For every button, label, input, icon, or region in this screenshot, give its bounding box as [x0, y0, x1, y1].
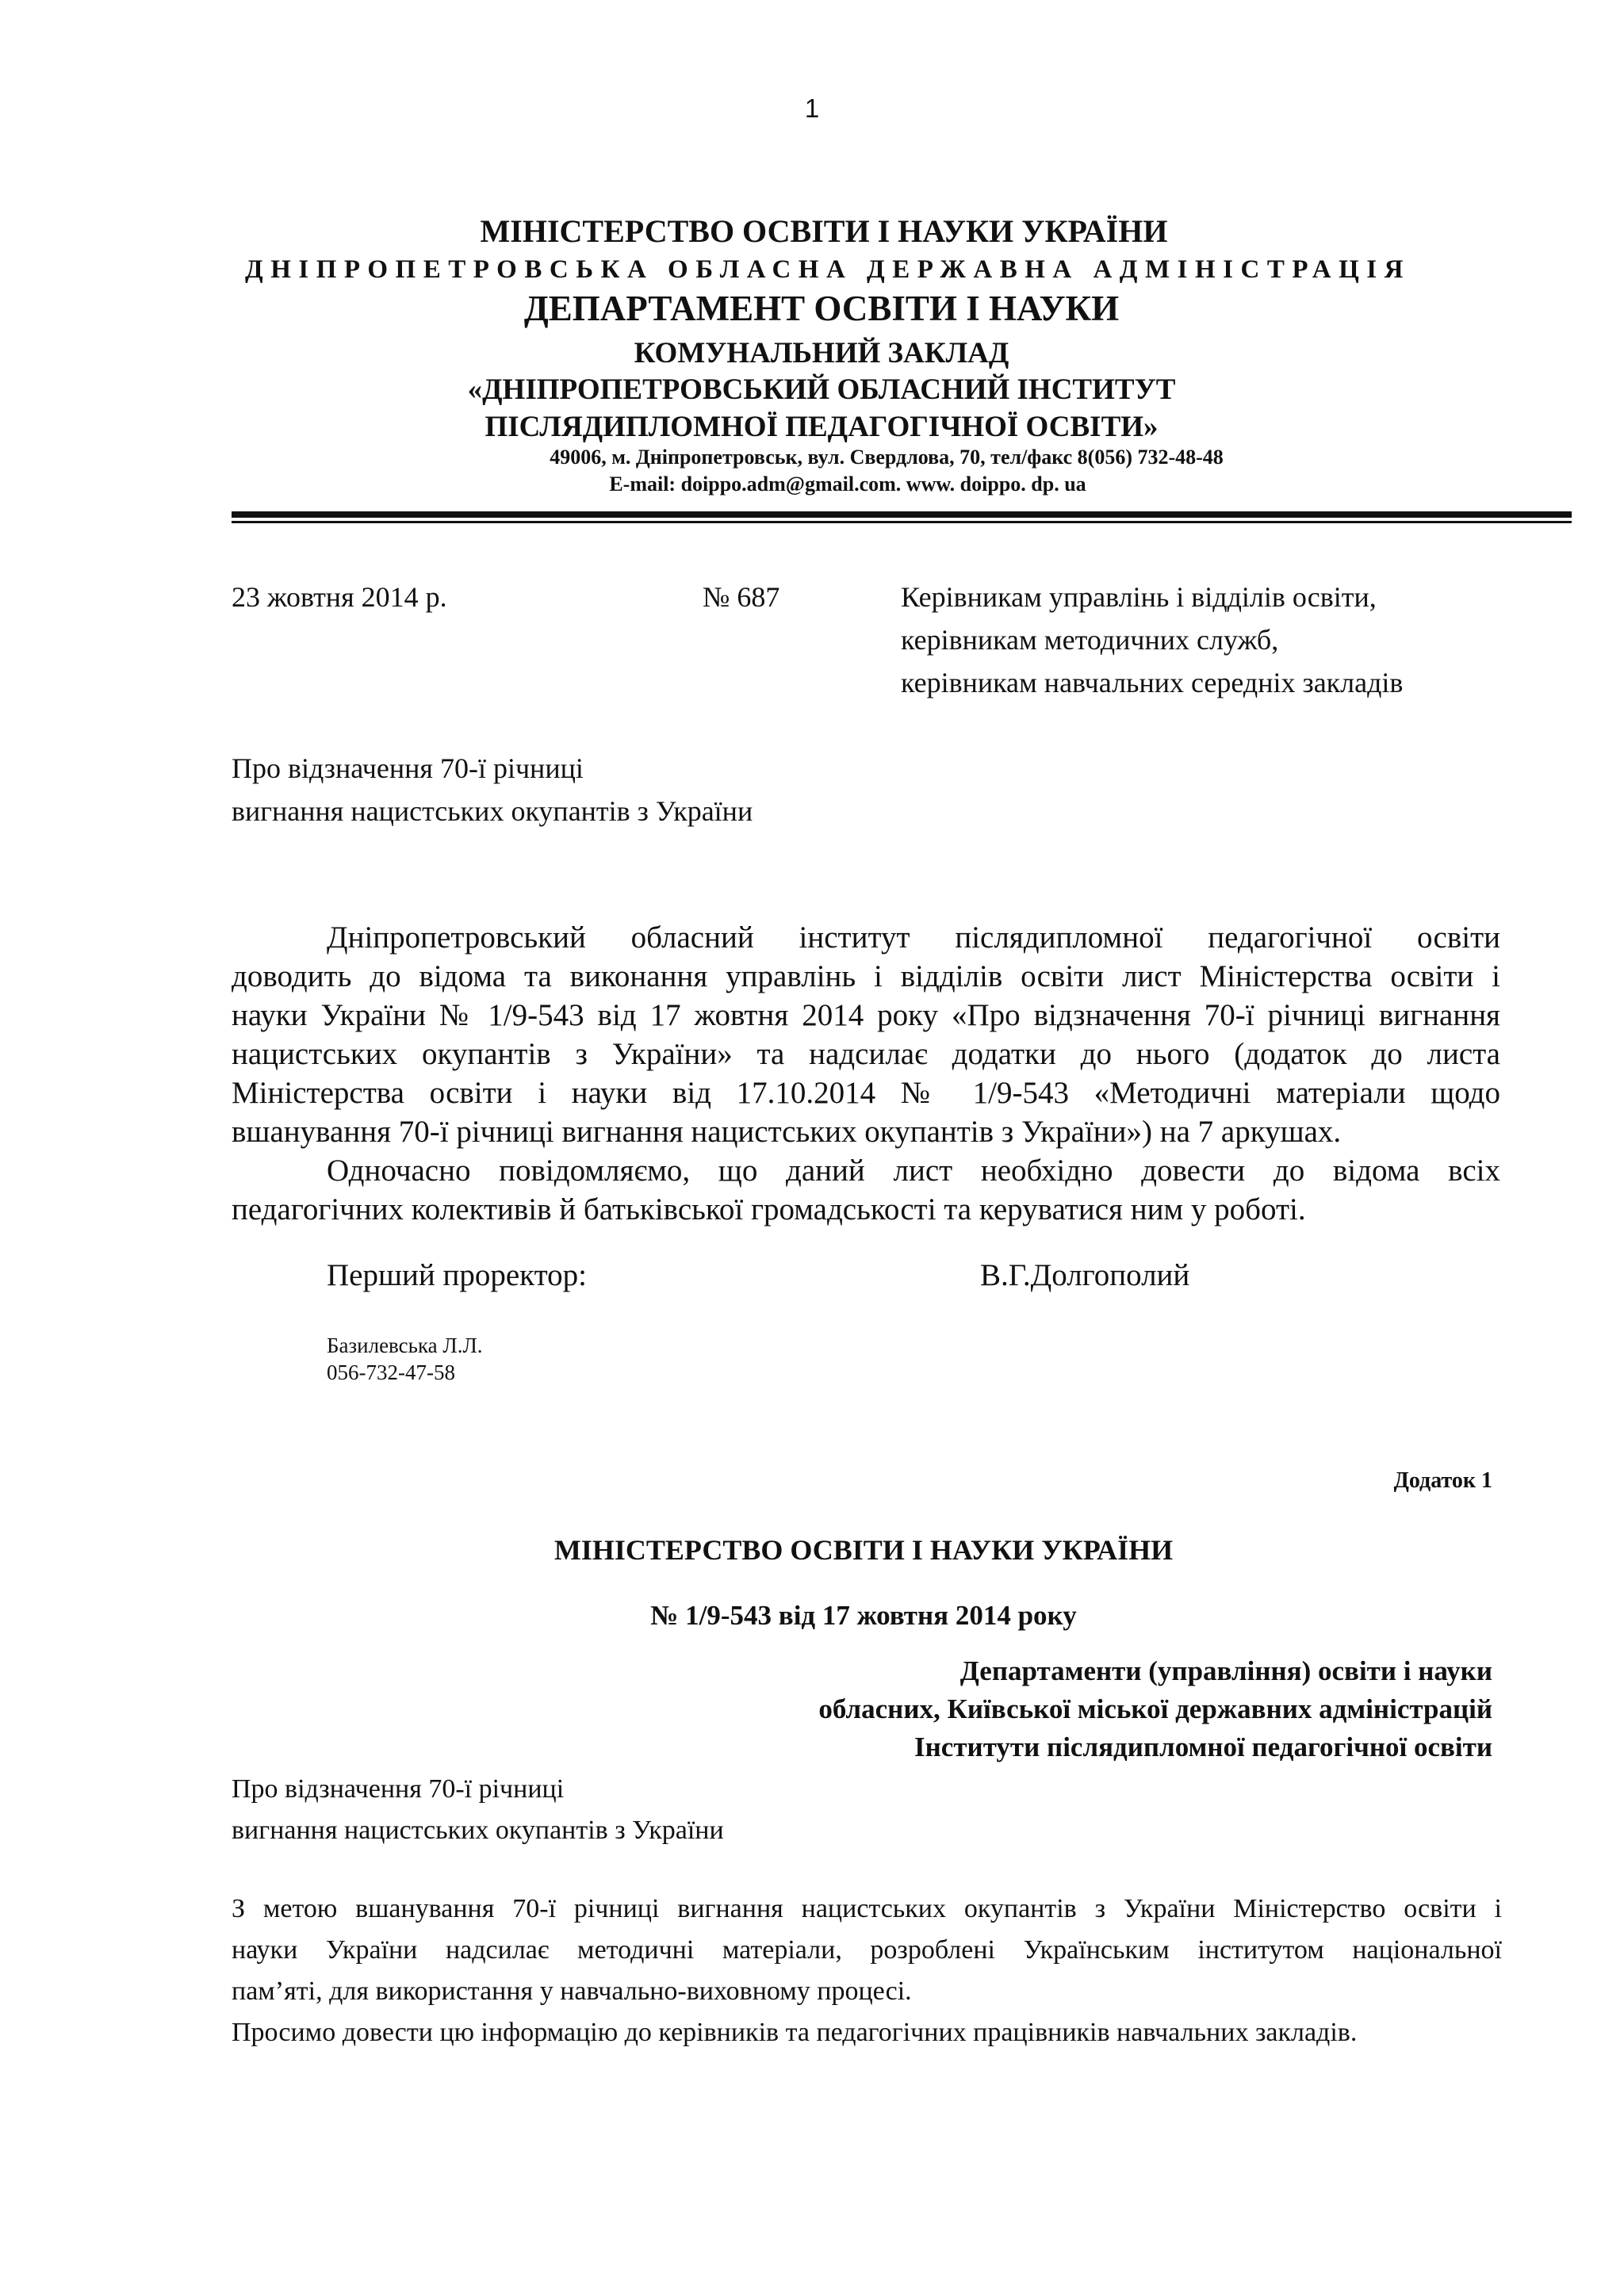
appendix-addressee: Інститути післядипломної педагогічної освіти	[914, 1732, 1492, 1762]
body-line: педагогічних колективів й батьківської громадськості та керуватися ним у роботі.	[232, 1192, 1306, 1226]
appendix-body	[232, 1888, 1502, 2012]
body-line: Міністерства освіти і науки від 17.10.2014 № 1/9-543 «Методичні матеріали щодо	[232, 1076, 1500, 1110]
body-line: науки України надсилає методичні матеріали, розроблені Українським інститутом національної	[232, 1935, 1502, 1965]
letterhead-ministry: МІНІСТЕРСТВО ОСВІТИ І НАУКИ УКРАЇНИ	[480, 213, 1168, 249]
appendix-addressee: Департаменти (управління) освіти і науки	[959, 1655, 1492, 1686]
letterhead-institution-name-2: ПІСЛЯДИПЛОМНОЇ ПЕДАГОГІЧНОЇ ОСВІТИ»	[485, 411, 1159, 443]
letterhead-institution-name-1: «ДНІПРОПЕТРОВСЬКИЙ ОБЛАСНИЙ ІНСТИТУТ	[467, 373, 1176, 406]
letter-number: № 687	[703, 581, 780, 613]
letterhead-institution-type: КОМУНАЛЬНИЙ ЗАКЛАД	[634, 337, 1009, 369]
letterhead-address: 49006, м. Дніпропетровськ, вул. Свердлова, 70, тел/факс 8(056) 732-48-48	[550, 446, 1224, 469]
letter-body	[232, 918, 1500, 1229]
appendix-ministry: МІНІСТЕРСТВО ОСВІТИ І НАУКИ УКРАЇНИ	[553, 1534, 1174, 1566]
appendix-request: Просимо довести цю інформацію до керівників та педагогічних працівників навчальних закладів.	[232, 2018, 1358, 2047]
page-number: 1	[804, 94, 820, 123]
letterhead-department: ДЕПАРТАМЕНТ ОСВІТИ І НАУКИ	[523, 289, 1120, 328]
appendix-subject-line: Про відзначення 70-ї річниці	[232, 1774, 565, 1804]
body-line: З метою вшанування 70-ї річниці вигнання нацистських окупантів з України Міністерство освіти і	[232, 1894, 1502, 1923]
signature-title: Перший проректор:	[327, 1258, 587, 1292]
body-line: вшанування 70-ї річниці вигнання нацистських окупантів з України») на 7 аркушах.	[232, 1115, 1342, 1149]
appendix-addressee: обласних, Київської міської державних адміністрацій	[818, 1693, 1492, 1724]
letterhead-divider-thin	[232, 521, 1572, 523]
letter-recipient: керівникам методичних служб,	[901, 624, 1279, 656]
body-line: нацистських окупантів з України» та надсилає додатки до нього (додаток до листа	[232, 1037, 1500, 1071]
body-line: доводить до відома та виконання управлінь і відділів освіти лист Міністерства освіти і	[232, 959, 1500, 993]
letter-subject-line: вигнання нацистських окупантів з України	[232, 795, 753, 827]
body-line: Одночасно повідомляємо, що даний лист необхідно довести до відома всіх	[327, 1154, 1500, 1188]
executor-phone: 056-732-47-58	[327, 1360, 455, 1384]
body-line: Дніпропетровський обласний інститут післядипломної педагогічної освіти	[327, 920, 1500, 955]
letter-subject-line: Про відзначення 70-ї річниці	[232, 752, 584, 784]
executor-name: Базилевська Л.Л.	[327, 1334, 483, 1357]
appendix-label: Додаток 1	[1393, 1468, 1492, 1493]
letterhead-divider-thick	[232, 511, 1572, 518]
letterhead-administration: ДНІПРОПЕТРОВСЬКА ОБЛАСНА ДЕРЖАВНА АДМІНІСТРАЦІЯ	[245, 255, 1411, 284]
body-line: науки України № 1/9-543 від 17 жовтня 2014 року «Про відзначення 70-ї річниці вигнання	[232, 998, 1500, 1032]
body-line: пам’яті, для використання у навчально-виховному процесі.	[232, 1976, 912, 2006]
letter-recipient: Керівникам управлінь і відділів освіти,	[901, 581, 1377, 613]
signature-name: В.Г.Долгополий	[980, 1258, 1190, 1292]
appendix-number: № 1/9-543 від 17 жовтня 2014 року	[650, 1600, 1077, 1631]
letter-recipient: керівникам навчальних середніх закладів	[901, 667, 1404, 698]
letterhead-contacts: E-mail: doippo.adm@gmail.com. www. doippo. dp. ua	[609, 473, 1086, 496]
letter-date: 23 жовтня 2014 р.	[232, 581, 447, 613]
appendix-subject-line: вигнання нацистських окупантів з України	[232, 1816, 724, 1845]
